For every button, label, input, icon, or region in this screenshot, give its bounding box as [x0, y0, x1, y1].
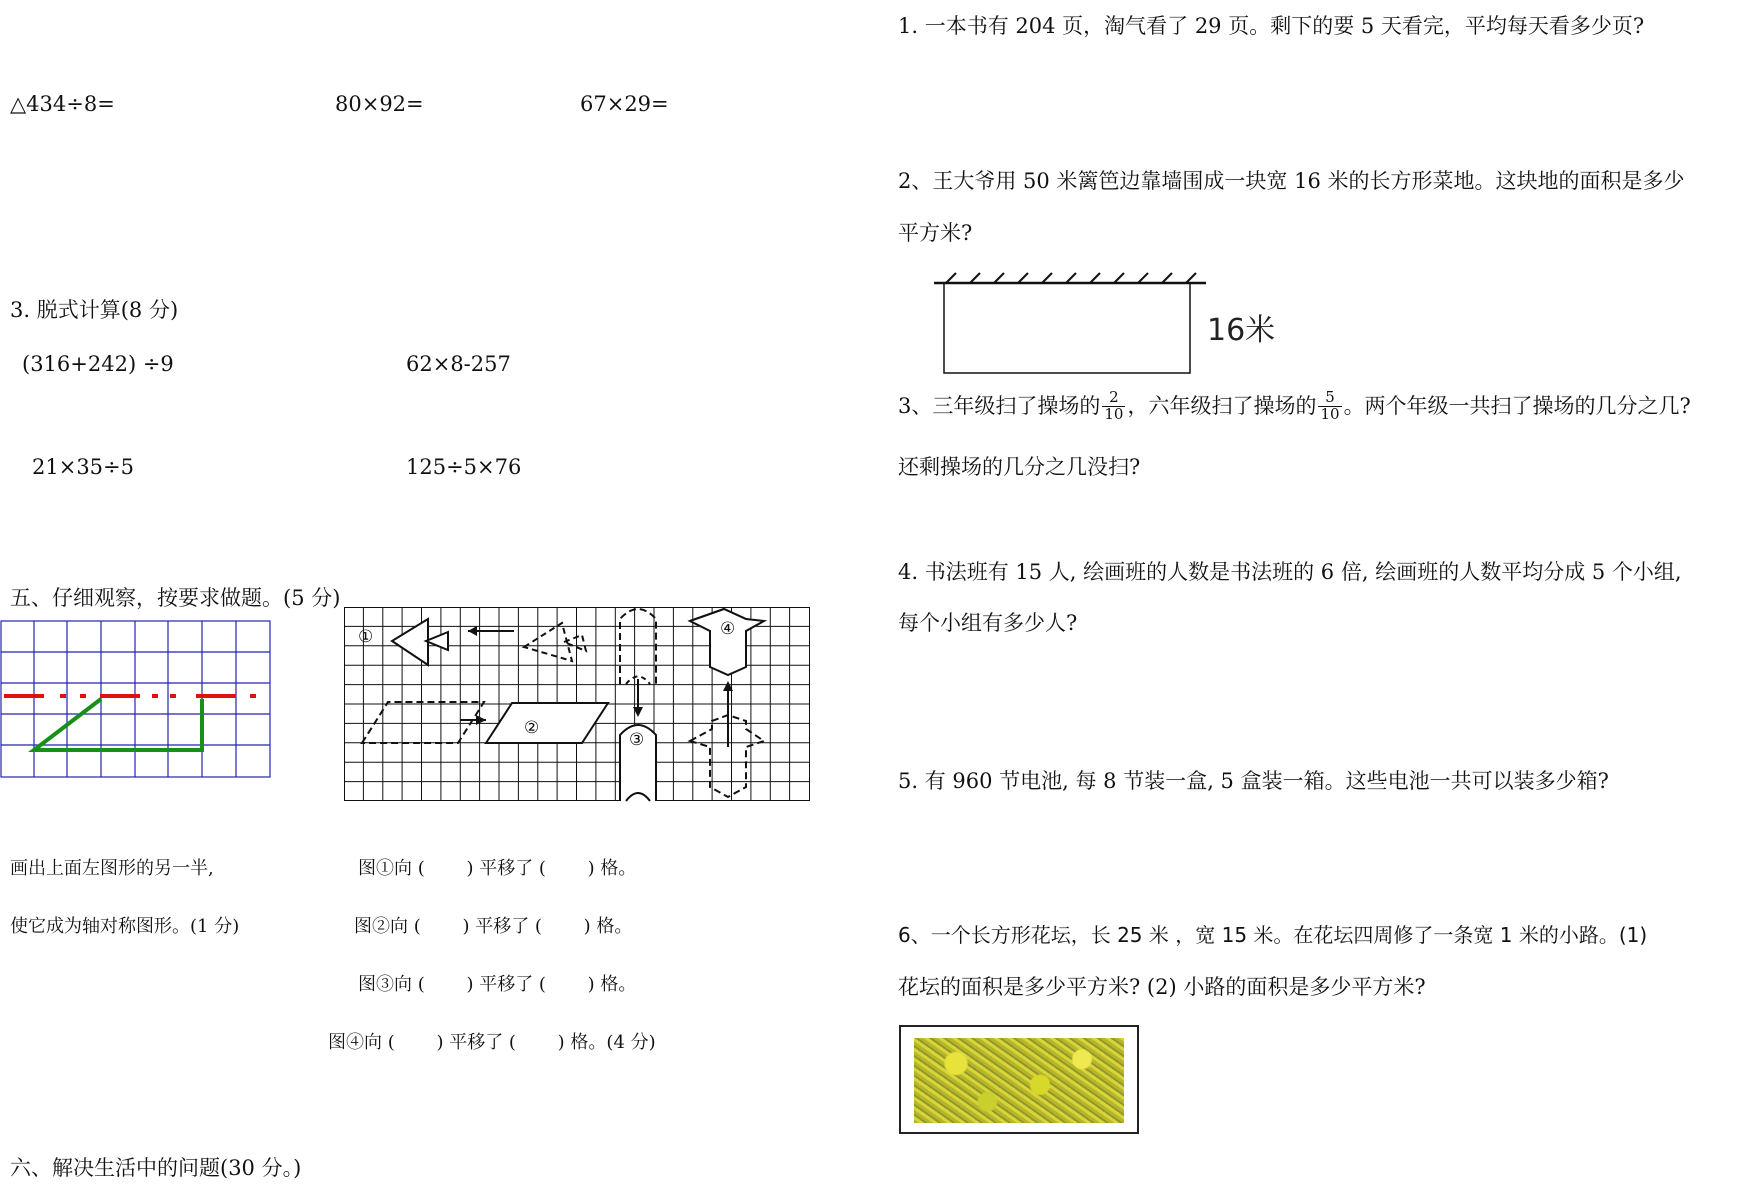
word-problem-4-line2: 每个小组有多少人?: [898, 611, 1078, 635]
calc-problem-1: △434÷8=: [10, 92, 115, 116]
word-problem-6-line2: 花坛的面积是多少平方米? (2) 小路的面积是多少平方米?: [898, 975, 1426, 999]
word-problem-6-line1: 6、一个长方形花坛，长 25 米 ，宽 15 米。在花坛四周修了一条宽 1 米的小路。(1): [898, 923, 1648, 947]
garden-width-label: 16米: [1207, 313, 1276, 348]
word-problem-3-text-c: 。两个年级一共扫了操场的几分之几?: [1343, 393, 1691, 418]
translation-question-3: 图③向 ( ) 平移了 ( ) 格。: [358, 974, 637, 995]
section3-problem-2: 62×8-257: [406, 352, 511, 376]
calc-problem-3: 67×29=: [580, 92, 669, 116]
word-problem-3-line1: [898, 390, 1691, 423]
translation-question-4: 图④向 ( ) 平移了 ( ) 格。(4 分): [328, 1032, 656, 1053]
fraction-2-denominator: 10: [1320, 404, 1340, 423]
symmetry-instruction-2: 使它成为轴对称图形。(1 分): [10, 916, 240, 937]
figure-3-label: ③: [629, 730, 645, 750]
word-problem-2-line2: 平方米?: [898, 221, 973, 245]
fraction-1-denominator: 10: [1104, 404, 1124, 423]
fraction-2-numerator: 5: [1318, 390, 1341, 407]
figure-1-label: ①: [358, 627, 374, 647]
word-problem-5: 5. 有 960 节电池, 每 8 节装一盒, 5 盒装一箱。这些电池一共可以装多少箱?: [898, 769, 1609, 793]
section5-title: 五、仔细观察，按要求做题。(5 分): [10, 586, 341, 610]
word-problem-3-text-b: ，六年级扫了操场的: [1127, 393, 1317, 418]
word-problem-2-line1: 2、王大爷用 50 米篱笆边靠墙围成一块宽 16 米的长方形菜地。这块地的面积是多少: [898, 169, 1685, 193]
flower-bed-image: [899, 1025, 1139, 1134]
word-problem-4-line1: 4. 书法班有 15 人, 绘画班的人数是书法班的 6 倍, 绘画班的人数平均分成 5 个小组,: [898, 560, 1682, 584]
translation-question-1: 图①向 ( ) 平移了 ( ) 格。: [358, 858, 637, 879]
symmetry-instruction-1: 画出上面左图形的另一半,: [10, 858, 214, 879]
section6-title: 六、解决生活中的问题(30 分。): [10, 1156, 302, 1180]
symmetry-grid-figure: [0, 620, 272, 780]
figure-2-label: ②: [524, 718, 540, 738]
word-problem-3-line2: 还剩操场的几分之几没扫?: [898, 455, 1141, 479]
word-problem-3-text-a: 3、三年级扫了操场的: [898, 393, 1101, 418]
vegetable-garden-diagram: [930, 268, 1220, 378]
flower-bed-fill: [914, 1038, 1124, 1123]
fraction-two-tenths: [1102, 390, 1125, 423]
figure-4-label: ④: [720, 619, 736, 639]
fraction-1-numerator: 2: [1102, 390, 1125, 407]
translation-grid-figure: [344, 607, 810, 803]
section3-problem-3: 21×35÷5: [32, 455, 134, 479]
translation-question-2: 图②向 ( ) 平移了 ( ) 格。: [354, 916, 633, 937]
calc-problem-2: 80×92=: [335, 92, 424, 116]
fraction-five-tenths: [1318, 390, 1341, 423]
section3-problem-4: 125÷5×76: [406, 455, 522, 479]
word-problem-1: 1. 一本书有 204 页，淘气看了 29 页。剩下的要 5 天看完，平均每天看多少页?: [898, 14, 1645, 38]
section3-problem-1: (316+242) ÷9: [22, 352, 174, 376]
section3-title: 3. 脱式计算(8 分): [10, 298, 179, 322]
